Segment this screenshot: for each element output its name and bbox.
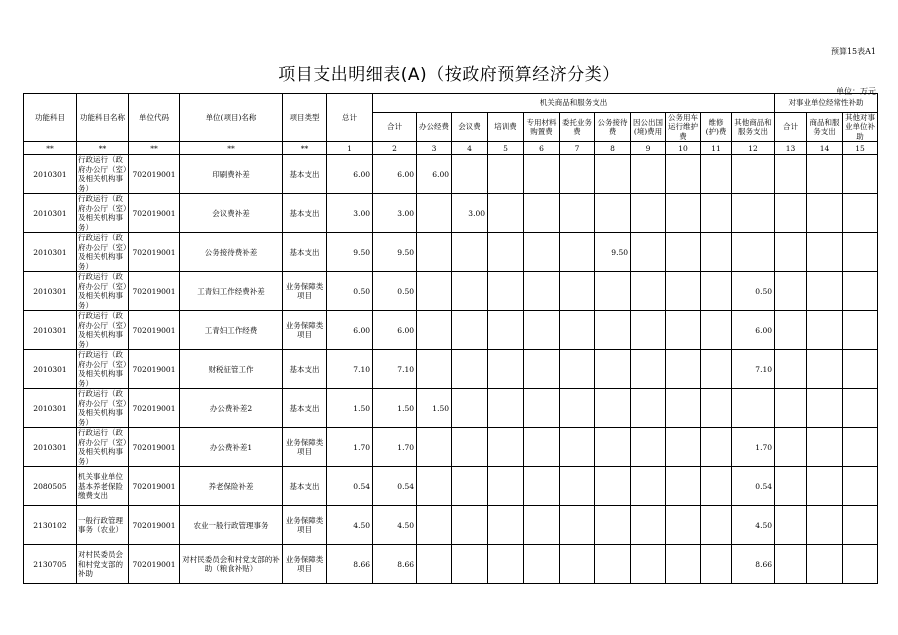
cell-col-6 [524,194,560,233]
cell-col-14 [807,311,843,350]
cell-func-name: 一般行政管理事务（农业） [77,506,129,545]
cell-total: 0.50 [327,272,373,311]
cell-col-5 [488,428,524,467]
cell-project-name: 会议费补差 [180,194,283,233]
cell-col-9 [631,428,666,467]
header-sub: 合计 [775,113,807,142]
cell-col-14 [807,389,843,428]
cell-unit-code: 702019001 [129,428,180,467]
cell-col-6 [524,272,560,311]
cell-col-10 [666,389,701,428]
cell-col-5 [488,506,524,545]
cell-col-4 [452,311,488,350]
cell-col-7 [560,350,595,389]
cell-col-9 [631,467,666,506]
cell-col-5 [488,389,524,428]
cell-col-4 [452,389,488,428]
index-cell: ** [24,142,77,155]
table-row [24,194,878,233]
cell-col-6 [524,155,560,194]
cell-col-15 [843,428,878,467]
header-sub: 其他商品和服务支出 [732,113,775,142]
header-func-code: 功能科目 [24,94,77,142]
index-cell: ** [180,142,283,155]
cell-col-10 [666,272,701,311]
header-total: 总计 [327,94,373,142]
cell-col-15 [843,350,878,389]
cell-project-type: 基本支出 [283,467,327,506]
cell-col-5 [488,350,524,389]
index-cell: 6 [524,142,560,155]
cell-unit-code: 702019001 [129,506,180,545]
cell-col-14 [807,545,843,584]
cell-col-2: 4.50 [373,506,417,545]
cell-project-name: 对村民委员会和村党支部的补助（粮食补贴） [180,545,283,584]
cell-col-7 [560,194,595,233]
table-body [24,155,878,584]
cell-func-code: 2130705 [24,545,77,584]
cell-col-9 [631,545,666,584]
cell-col-4 [452,272,488,311]
cell-col-3 [417,311,452,350]
cell-col-3 [417,350,452,389]
cell-col-8 [595,350,631,389]
cell-func-name: 机关事业单位基本养老保险缴费支出 [77,467,129,506]
cell-col-5 [488,272,524,311]
cell-col-8 [595,428,631,467]
cell-col-11 [701,428,732,467]
table-row [24,233,878,272]
cell-col-3 [417,428,452,467]
cell-col-13 [775,350,807,389]
cell-col-3 [417,506,452,545]
cell-col-6 [524,389,560,428]
cell-col-8 [595,506,631,545]
cell-col-12 [732,389,775,428]
cell-project-name: 财税征管工作 [180,350,283,389]
cell-col-13 [775,428,807,467]
cell-col-11 [701,272,732,311]
cell-col-10 [666,467,701,506]
cell-col-2: 8.66 [373,545,417,584]
index-cell: 1 [327,142,373,155]
header-project-type: 项目类型 [283,94,327,142]
cell-col-11 [701,389,732,428]
cell-col-5 [488,194,524,233]
cell-col-3: 6.00 [417,155,452,194]
cell-col-9 [631,506,666,545]
cell-col-10 [666,428,701,467]
cell-func-name: 行政运行（政府办公厅（室）及相关机构事务） [78,272,127,310]
cell-col-13 [775,389,807,428]
cell-func-code: 2010301 [24,233,77,272]
cell-col-15 [843,545,878,584]
cell-total: 6.00 [327,311,373,350]
header-sub: 委托业务费 [560,113,595,142]
index-cell: 4 [452,142,488,155]
cell-col-12 [732,233,775,272]
cell-col-15 [843,506,878,545]
header-project-name: 单位(项目)名称 [180,94,283,142]
cell-col-3 [417,194,452,233]
index-cell: 14 [807,142,843,155]
cell-unit-code: 702019001 [129,272,180,311]
cell-project-type: 业务保障类项目 [283,272,327,311]
header-sub: 培训费 [488,113,524,142]
cell-col-2: 6.00 [373,155,417,194]
cell-col-13 [775,233,807,272]
index-cell: 10 [666,142,701,155]
index-cell: 2 [373,142,417,155]
cell-col-7 [560,389,595,428]
header-sub: 会议费 [452,113,488,142]
index-cell: 8 [595,142,631,155]
cell-project-name: 农业一般行政管理事务 [180,506,283,545]
cell-project-type: 基本支出 [283,350,327,389]
cell-func-name: 对村民委员会和村党支部的补助 [77,545,129,584]
cell-col-8 [595,194,631,233]
cell-project-name: 工青妇工作经费补差 [180,272,283,311]
cell-total: 0.54 [327,467,373,506]
cell-col-9 [631,272,666,311]
cell-col-11 [701,467,732,506]
cell-col-3 [417,272,452,311]
cell-project-type: 基本支出 [283,389,327,428]
index-row [24,142,878,155]
index-cell: 12 [732,142,775,155]
cell-col-10 [666,350,701,389]
cell-col-14 [807,194,843,233]
cell-col-2: 9.50 [373,233,417,272]
index-cell: 9 [631,142,666,155]
table-row [24,350,878,389]
cell-col-3 [417,545,452,584]
cell-col-13 [775,467,807,506]
cell-col-5 [488,467,524,506]
cell-col-12 [732,194,775,233]
cell-col-2: 7.10 [373,350,417,389]
cell-project-name: 工青妇工作经费 [180,311,283,350]
header-sub: 公务用车运行维护费 [666,113,701,142]
cell-col-12: 1.70 [732,428,775,467]
cell-project-type: 业务保障类项目 [283,506,327,545]
cell-col-6 [524,428,560,467]
cell-col-11 [701,194,732,233]
cell-col-7 [560,506,595,545]
header-sub: 商品和服务支出 [807,113,843,142]
index-cell: 11 [701,142,732,155]
header-sub: 公务接待费 [595,113,631,142]
index-cell: 3 [417,142,452,155]
cell-col-10 [666,311,701,350]
cell-col-9 [631,155,666,194]
cell-project-type: 基本支出 [283,194,327,233]
cell-col-4: 3.00 [452,194,488,233]
cell-col-11 [701,545,732,584]
cell-col-14 [807,467,843,506]
cell-project-name: 公务接待费补差 [180,233,283,272]
cell-project-type: 基本支出 [283,233,327,272]
table-row [24,428,878,467]
cell-total: 4.50 [327,506,373,545]
cell-col-8 [595,155,631,194]
expenditure-table [23,93,878,584]
table-row [24,155,878,194]
cell-col-4 [452,428,488,467]
header-unit-code: 单位代码 [129,94,180,142]
cell-col-4 [452,233,488,272]
cell-col-7 [560,311,595,350]
cell-col-15 [843,194,878,233]
cell-func-code: 2010301 [24,272,77,311]
cell-func-name: 行政运行（政府办公厅（室）及相关机构事务） [78,233,127,271]
cell-col-7 [560,467,595,506]
cell-col-9 [631,389,666,428]
cell-col-11 [701,311,732,350]
cell-col-2: 0.50 [373,272,417,311]
cell-func-name: 行政运行（政府办公厅（室）及相关机构事务） [78,428,127,466]
cell-func-code: 2010301 [24,428,77,467]
cell-col-4 [452,467,488,506]
cell-col-14 [807,428,843,467]
cell-total: 1.70 [327,428,373,467]
cell-unit-code: 702019001 [129,155,180,194]
cell-col-2: 1.50 [373,389,417,428]
cell-func-name: 行政运行（政府办公厅（室）及相关机构事务） [78,155,127,193]
cell-func-code: 2010301 [24,311,77,350]
cell-col-13 [775,155,807,194]
cell-func-code: 2010301 [24,155,77,194]
cell-func-code: 2010301 [24,350,77,389]
cell-col-8: 9.50 [595,233,631,272]
cell-func-code: 2080505 [24,467,77,506]
cell-col-9 [631,233,666,272]
cell-total: 6.00 [327,155,373,194]
cell-col-6 [524,467,560,506]
document-code: 预算15表A1 [830,47,876,56]
table-row [24,389,878,428]
cell-col-2: 0.54 [373,467,417,506]
cell-col-15 [843,389,878,428]
cell-col-12: 6.00 [732,311,775,350]
table-row [24,506,878,545]
cell-col-10 [666,155,701,194]
cell-col-9 [631,194,666,233]
cell-col-12: 8.66 [732,545,775,584]
cell-col-6 [524,545,560,584]
cell-project-type: 基本支出 [283,155,327,194]
cell-col-12 [732,155,775,194]
cell-col-13 [775,545,807,584]
cell-col-2: 6.00 [373,311,417,350]
cell-unit-code: 702019001 [129,389,180,428]
cell-col-10 [666,545,701,584]
page-title: 项目支出明细表(A)（按政府预算经济分类） [278,65,620,85]
cell-total: 8.66 [327,545,373,584]
cell-project-type: 业务保障类项目 [283,545,327,584]
table-row [24,272,878,311]
cell-col-15 [843,233,878,272]
cell-total: 3.00 [327,194,373,233]
cell-project-name: 办公费补差1 [180,428,283,467]
cell-col-11 [701,233,732,272]
cell-col-7 [560,233,595,272]
header-sub: 因公出国(境)费用 [631,113,666,142]
cell-col-2: 1.70 [373,428,417,467]
cell-unit-code: 702019001 [129,311,180,350]
cell-unit-code: 702019001 [129,194,180,233]
cell-col-8 [595,389,631,428]
header-func-name: 功能科目名称 [77,94,129,142]
cell-col-10 [666,506,701,545]
cell-col-12: 0.50 [732,272,775,311]
cell-col-13 [775,506,807,545]
cell-col-6 [524,233,560,272]
cell-col-9 [631,311,666,350]
cell-col-3 [417,467,452,506]
header-sub: 维修(护)费 [701,113,732,142]
cell-func-name: 行政运行（政府办公厅（室）及相关机构事务） [78,389,127,427]
table-header [24,94,878,155]
cell-func-name: 行政运行（政府办公厅（室）及相关机构事务） [78,311,127,349]
index-cell: 13 [775,142,807,155]
table-row [24,467,878,506]
cell-col-4 [452,506,488,545]
cell-col-13 [775,311,807,350]
cell-col-15 [843,311,878,350]
cell-col-6 [524,506,560,545]
table-row [24,311,878,350]
cell-func-code: 2130102 [24,506,77,545]
cell-col-2: 3.00 [373,194,417,233]
header-sub: 专用材料购置费 [524,113,560,142]
cell-col-11 [701,155,732,194]
cell-total: 1.50 [327,389,373,428]
cell-col-10 [666,194,701,233]
header-sub: 合计 [373,113,417,142]
cell-col-8 [595,311,631,350]
unit-label: 单位：万元 [836,87,876,96]
cell-col-6 [524,311,560,350]
header-group-subsidy: 对事业单位经常性补助 [775,94,878,113]
cell-col-3 [417,233,452,272]
cell-col-11 [701,506,732,545]
cell-col-13 [775,272,807,311]
cell-project-type: 业务保障类项目 [283,428,327,467]
cell-col-12: 0.54 [732,467,775,506]
cell-col-12: 7.10 [732,350,775,389]
cell-col-5 [488,311,524,350]
cell-col-13 [775,194,807,233]
cell-col-9 [631,350,666,389]
cell-col-7 [560,155,595,194]
header-sub: 办公经费 [417,113,452,142]
cell-unit-code: 702019001 [129,350,180,389]
cell-col-7 [560,545,595,584]
cell-func-code: 2010301 [24,194,77,233]
cell-col-14 [807,272,843,311]
cell-col-14 [807,506,843,545]
cell-col-10 [666,233,701,272]
cell-project-name: 办公费补差2 [180,389,283,428]
cell-unit-code: 702019001 [129,545,180,584]
cell-project-name: 养老保险补差 [180,467,283,506]
cell-col-4 [452,155,488,194]
cell-col-5 [488,233,524,272]
index-cell: 15 [843,142,878,155]
cell-func-name: 行政运行（政府办公厅（室）及相关机构事务） [78,350,127,388]
cell-total: 7.10 [327,350,373,389]
header-group-goods-services: 机关商品和服务支出 [373,94,775,113]
cell-col-5 [488,155,524,194]
index-cell: ** [129,142,180,155]
cell-col-4 [452,545,488,584]
cell-col-15 [843,155,878,194]
cell-col-6 [524,350,560,389]
cell-col-15 [843,272,878,311]
cell-func-code: 2010301 [24,389,77,428]
cell-col-12: 4.50 [732,506,775,545]
cell-col-5 [488,545,524,584]
cell-col-15 [843,467,878,506]
cell-col-14 [807,350,843,389]
cell-col-7 [560,272,595,311]
index-cell: ** [77,142,129,155]
cell-project-name: 印刷费补差 [180,155,283,194]
cell-project-type: 业务保障类项目 [283,311,327,350]
cell-col-14 [807,155,843,194]
cell-col-3: 1.50 [417,389,452,428]
index-cell: 5 [488,142,524,155]
cell-col-7 [560,428,595,467]
index-cell: 7 [560,142,595,155]
index-cell: ** [283,142,327,155]
cell-unit-code: 702019001 [129,233,180,272]
cell-col-4 [452,350,488,389]
header-sub: 其他对事业单位补助 [843,113,878,142]
cell-col-8 [595,467,631,506]
cell-col-8 [595,545,631,584]
cell-total: 9.50 [327,233,373,272]
cell-col-11 [701,350,732,389]
cell-col-14 [807,233,843,272]
table-row [24,545,878,584]
cell-func-name: 行政运行（政府办公厅（室）及相关机构事务） [78,194,127,232]
cell-unit-code: 702019001 [129,467,180,506]
cell-col-8 [595,272,631,311]
